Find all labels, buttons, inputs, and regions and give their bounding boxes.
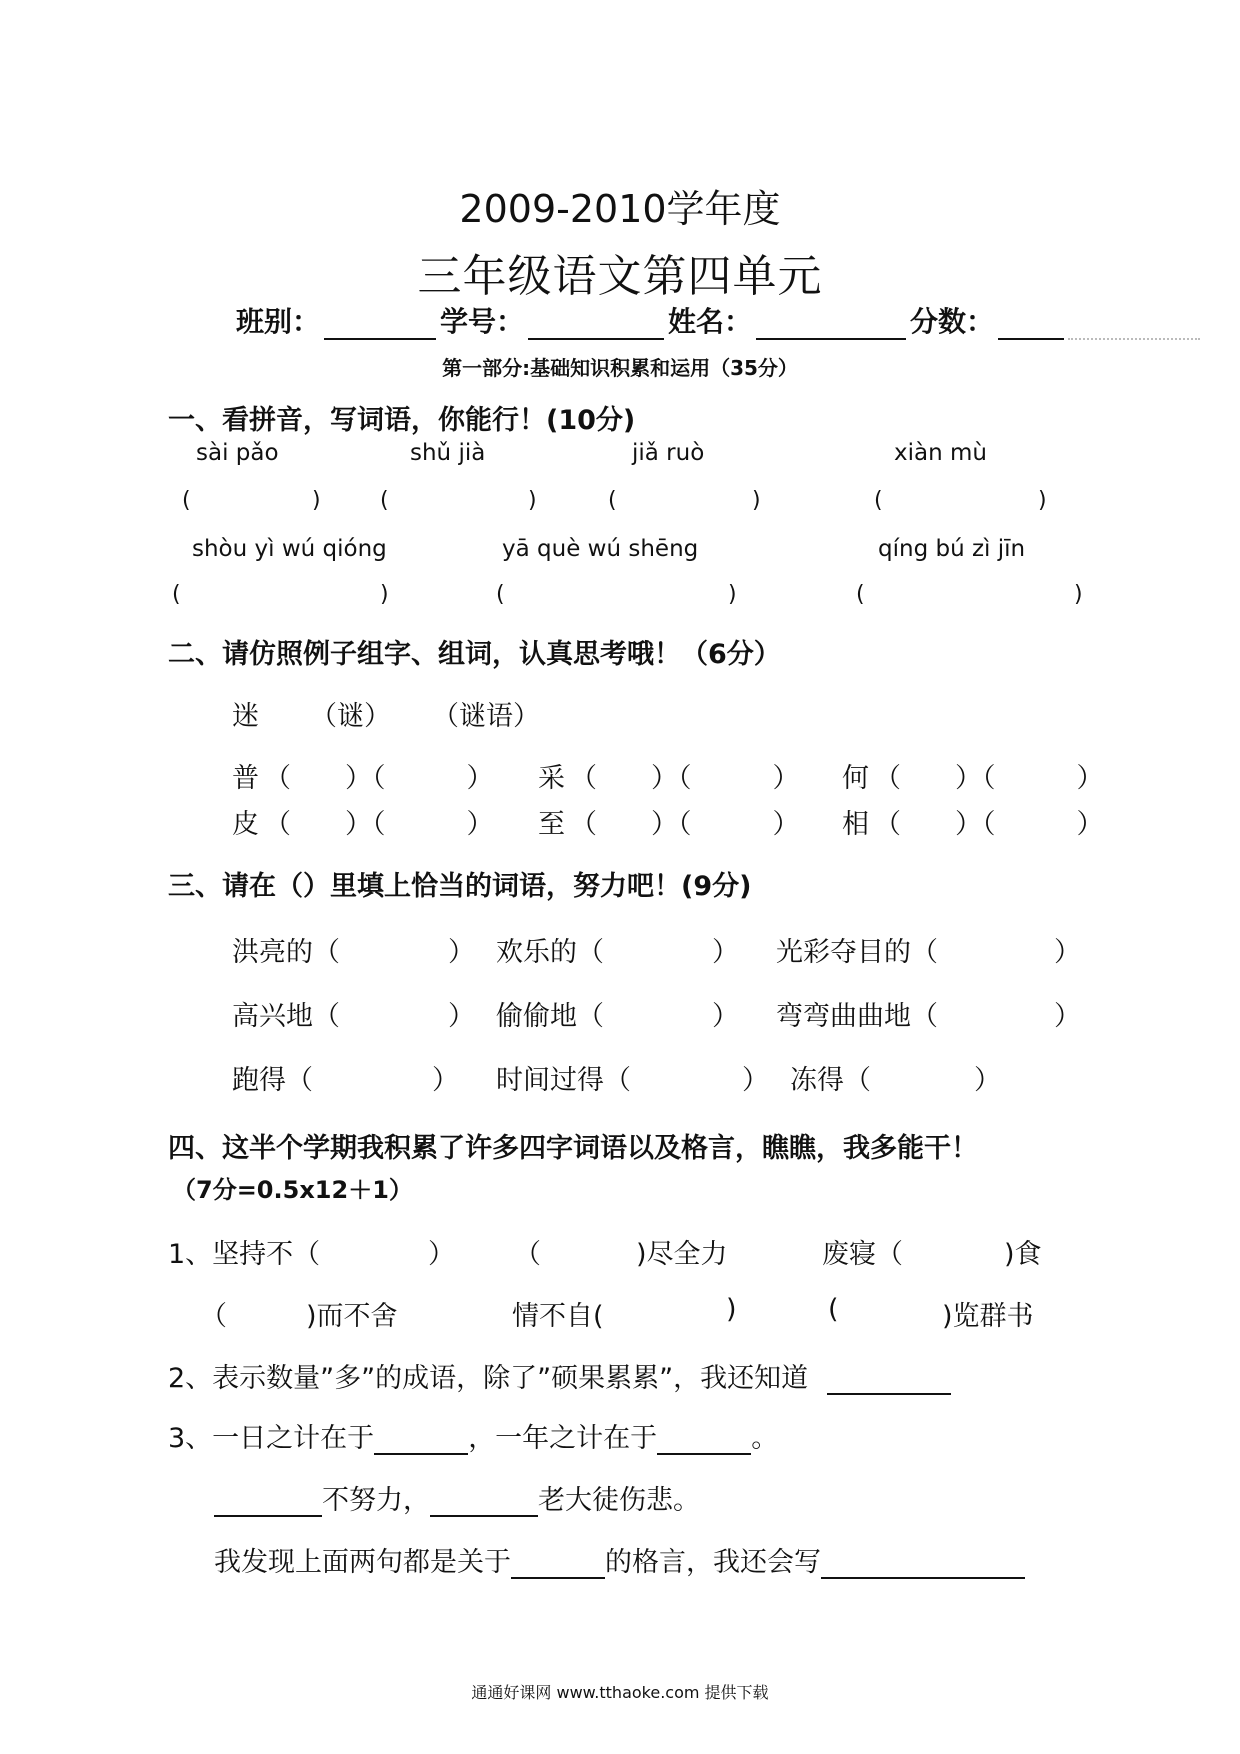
q2-slots[interactable]: （ ）（ ） — [264, 809, 494, 840]
answer-paren-close: ) — [528, 488, 537, 513]
answer-paren-open: ( — [380, 488, 389, 513]
q2-heading: 二、请仿照例子组字、组词，认真思考哦！（6分） — [168, 639, 781, 670]
q2-char: 至 — [538, 809, 565, 840]
idiom-open: （ — [200, 1301, 227, 1332]
q1-heading: 一、看拼音，写词语，你能行！(10分) — [168, 405, 636, 436]
q3-item: 洪亮的（ — [232, 937, 340, 968]
answer-blank[interactable] — [214, 1487, 322, 1517]
q2-slots[interactable]: （ ）（ ） — [570, 763, 800, 794]
answer-blank[interactable] — [821, 1549, 1025, 1579]
class-blank[interactable] — [324, 308, 436, 340]
pinyin-item: xiàn mù — [894, 440, 987, 466]
q3-close: ） — [712, 1001, 739, 1032]
idiom-item: )而不舍 — [306, 1301, 398, 1332]
answer-paren-open: ( — [496, 582, 505, 607]
idiom-item: )览群书 — [942, 1301, 1034, 1332]
q4-line-3-b: ，一年之计在于 — [468, 1423, 658, 1454]
answer-blank[interactable] — [374, 1425, 468, 1455]
pinyin-item: qíng bú zì jīn — [878, 536, 1026, 562]
q4-heading: 四、这半个学期我积累了许多四字词语以及格言，瞧瞧，我多能干！ — [168, 1133, 978, 1164]
q3-close: ） — [448, 1001, 475, 1032]
score-dotted-line — [1068, 308, 1200, 340]
example-char: 迷 — [232, 701, 259, 732]
q4-line-3-a: 3、一日之计在于 — [168, 1423, 375, 1454]
q4-line-4-b: 老大徒伤悲。 — [538, 1485, 700, 1516]
answer-blank[interactable] — [511, 1549, 605, 1579]
name-label: 姓名： — [668, 305, 753, 338]
exam-year: 2009-2010学年度 — [459, 187, 781, 231]
class-label: 班别： — [236, 305, 321, 338]
answer-paren-close: ) — [728, 582, 737, 607]
q4-line-3-c: 。 — [751, 1423, 779, 1454]
q2-slots[interactable]: （ ）（ ） — [874, 763, 1104, 794]
part-one-heading: 第一部分:基础知识积累和运用（35分） — [442, 356, 798, 380]
idiom-item: 1、坚持不（ — [168, 1239, 321, 1270]
answer-paren-open: ( — [608, 488, 617, 513]
idiom-open: （ — [514, 1239, 541, 1270]
q4-line-2 — [168, 1356, 951, 1395]
answer-paren-open: ( — [182, 488, 191, 513]
q3-close: ） — [448, 937, 475, 968]
number-label: 学号： — [440, 305, 525, 338]
example-word: （谜） — [310, 701, 391, 732]
q3-close: ） — [974, 1065, 1001, 1096]
q3-item: 高兴地（ — [232, 1001, 340, 1032]
answer-paren-close: ) — [1074, 582, 1083, 607]
q3-item: 光彩夺目的（ — [776, 937, 938, 968]
q4-points: （7分=0.5x12＋1） — [172, 1176, 413, 1204]
answer-paren-close: ) — [752, 488, 761, 513]
q3-close: ） — [742, 1065, 769, 1096]
q3-close: ） — [712, 937, 739, 968]
q3-heading: 三、请在（）里填上恰当的词语，努力吧！(9分) — [168, 871, 752, 902]
pinyin-item: shòu yì wú qióng — [192, 536, 387, 562]
answer-paren-close: ) — [380, 582, 389, 607]
q2-char: 相 — [842, 809, 869, 840]
idiom-open: ( — [828, 1294, 839, 1325]
q2-slots[interactable]: （ ）（ ） — [264, 763, 494, 794]
number-blank[interactable] — [528, 308, 664, 340]
q2-char: 采 — [538, 763, 565, 794]
q4-line-4-a: 不努力， — [322, 1485, 430, 1516]
footer: 通通好课网 www.tthaoke.com 提供下载 — [471, 1683, 769, 1702]
answer-paren-open: ( — [874, 488, 883, 513]
exam-title: 三年级语文第四单元 — [417, 251, 823, 302]
answer-blank[interactable] — [657, 1425, 751, 1455]
score-label: 分数： — [910, 305, 995, 338]
pinyin-item: yā què wú shēng — [502, 536, 699, 562]
q4-line-5-a: 我发现上面两句都是关于 — [214, 1547, 511, 1578]
q3-close: ） — [1054, 1001, 1081, 1032]
answer-paren-close: ) — [1038, 488, 1047, 513]
score-blank[interactable] — [998, 308, 1064, 340]
answer-paren-close: ) — [312, 488, 321, 513]
q3-item: 冻得（ — [790, 1065, 871, 1096]
answer-blank[interactable] — [827, 1365, 951, 1395]
q2-char: 皮 — [232, 809, 259, 840]
q2-char: 普 — [232, 763, 259, 794]
q2-slots[interactable]: （ ）（ ） — [874, 809, 1104, 840]
q3-item: 跑得（ — [232, 1065, 313, 1096]
idiom-close: ) — [726, 1294, 737, 1325]
idiom-item: )食 — [1004, 1239, 1042, 1270]
q3-close: ） — [1054, 937, 1081, 968]
pinyin-item: jiǎ ruò — [632, 440, 705, 466]
idiom-item: )尽全力 — [636, 1239, 728, 1270]
q4-line-4 — [214, 1478, 700, 1517]
q3-item: 时间过得（ — [496, 1065, 631, 1096]
answer-paren-open: ( — [856, 582, 865, 607]
q3-item: 欢乐的（ — [496, 937, 604, 968]
pinyin-item: sài pǎo — [196, 440, 279, 466]
q4-line-2-text: 2、表示数量”多”的成语，除了”硕果累累”，我还知道 — [168, 1363, 809, 1394]
q2-slots[interactable]: （ ）（ ） — [570, 809, 800, 840]
example-phrase: （谜语） — [432, 701, 540, 732]
q3-close: ） — [432, 1065, 459, 1096]
name-blank[interactable] — [756, 308, 906, 340]
answer-paren-open: ( — [172, 582, 181, 607]
q4-line-5-b: 的格言，我还会写 — [605, 1547, 821, 1578]
pinyin-item: shǔ jià — [410, 440, 486, 466]
q4-line-3 — [168, 1416, 778, 1455]
answer-blank[interactable] — [430, 1487, 538, 1517]
q3-item: 偷偷地（ — [496, 1001, 604, 1032]
idiom-item: 情不自( — [512, 1301, 604, 1332]
idiom-close: ） — [428, 1239, 455, 1270]
q4-line-5 — [214, 1540, 1025, 1579]
q3-item: 弯弯曲曲地（ — [776, 1001, 938, 1032]
student-info-row — [236, 300, 1200, 340]
q2-char: 何 — [842, 763, 869, 794]
idiom-item: 废寝（ — [822, 1239, 903, 1270]
